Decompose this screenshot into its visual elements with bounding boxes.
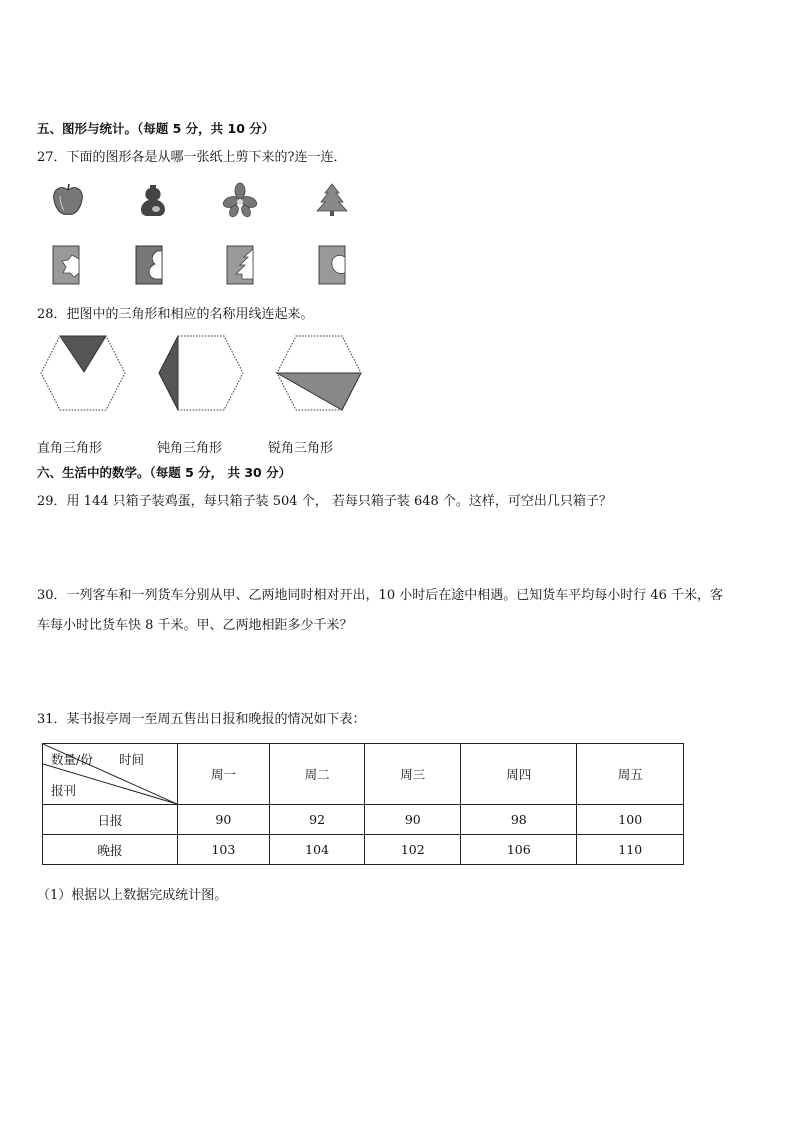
name-acute-triangle: 锐角三角形 (268, 441, 334, 456)
header-time-label: 时间 (119, 752, 145, 767)
table-cell: 90 (178, 805, 270, 835)
paper-cut-flower-icon (52, 245, 80, 285)
section-five-title: 五、图形与统计。（每题 5 分，共 10 分） (37, 121, 275, 136)
question-30-line-1: 30．一列客车和一列货车分别从甲、乙两地同时相对开出，10 小时后在途中相遇。已知货车平均每小时行 46 千米，客 (37, 588, 724, 603)
hexagon-right-triangle-figure (38, 334, 128, 412)
header-day-cell: 周四 (461, 744, 577, 805)
table-row (43, 835, 684, 865)
table-cell: 100 (577, 805, 684, 835)
header-day-cell: 周三 (365, 744, 461, 805)
table-cell: 110 (577, 835, 684, 865)
table-cell: 104 (269, 835, 365, 865)
hexagon-acute-triangle-figure (274, 334, 364, 412)
question-29-text: 29．用 144 只箱子装鸡蛋，每只箱子装 504 个， 若每只箱子装 648 个。这样，可空出几只箱子？ (37, 494, 612, 509)
row-name-cell: 晚报 (43, 835, 178, 865)
section-six-title: 六、生活中的数学。（每题 5 分， 共 30 分） (37, 465, 292, 480)
table-cell: 90 (365, 805, 461, 835)
table-header-row (43, 744, 684, 805)
table-cell: 92 (269, 805, 365, 835)
question-28-text: 28．把图中的三角形和相应的名称用线连起来。 (37, 307, 314, 322)
name-right-triangle: 直角三角形 (37, 441, 103, 456)
header-quantity-label: 数量/份 (51, 752, 93, 767)
row-name-cell: 日报 (43, 805, 178, 835)
gourd-icon (136, 182, 170, 218)
question-30-line-2: 车每小时比货车快 8 千米。甲、乙两地相距多少千米？ (37, 618, 353, 633)
name-obtuse-triangle: 钝角三角形 (157, 441, 223, 456)
paper-cut-gourd-icon (135, 245, 163, 285)
question-31-sub-1: （1）根据以上数据完成统计图。 (37, 888, 228, 903)
paper-cut-apple-icon (318, 245, 346, 285)
tree-icon (315, 182, 349, 218)
table-cell: 106 (461, 835, 577, 865)
table-row (43, 805, 684, 835)
header-day-cell: 周一 (178, 744, 270, 805)
paper-cut-tree-icon (226, 245, 254, 285)
table-cell: 98 (461, 805, 577, 835)
header-day-cell: 周五 (577, 744, 684, 805)
header-corner-cell (43, 744, 178, 805)
header-day-cell: 周二 (269, 744, 365, 805)
header-publication-label: 报刊 (51, 783, 77, 798)
question-31-text: 31．某书报亭周一至周五售出日报和晚报的情况如下表： (37, 712, 366, 727)
hexagon-obtuse-triangle-figure (156, 334, 246, 412)
table-cell: 102 (365, 835, 461, 865)
flower-icon (222, 182, 258, 218)
sales-table (42, 743, 684, 865)
question-27-text: 27．下面的图形各是从哪一张纸上剪下来的?连一连． (37, 150, 347, 165)
table-cell: 103 (178, 835, 270, 865)
apple-icon (50, 182, 86, 218)
